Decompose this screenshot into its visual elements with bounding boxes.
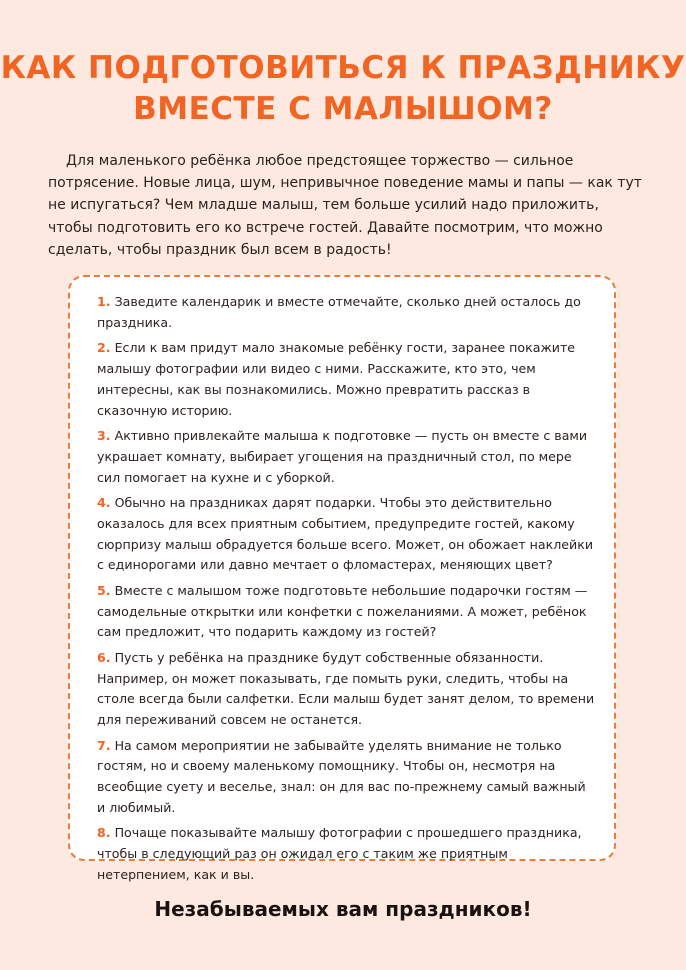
tip-text: Обычно на праздниках дарят подарки. Чтобы это действительно оказалось для всех приятным событием, предупредите гостей, какому сюрпризу малыш обрадуется больше всего. Может, он обожает наклейки с единорогами или давно мечтает о фломастерах, меняющих цвет? [97, 494, 594, 573]
tip-number: 1. [97, 294, 111, 309]
tip-number: 3. [97, 427, 111, 443]
tips-list [97, 292, 597, 890]
tip-number: 8. [97, 825, 111, 841]
title-line-2: ВМЕСТЕ С МАЛЫШОМ? [133, 91, 553, 127]
tip-number: 2. [97, 340, 111, 356]
tip-number: 7. [97, 737, 111, 753]
tip-item [97, 493, 597, 576]
tip-number: 5. [97, 582, 111, 598]
tip-item [97, 736, 597, 819]
tip-text: Если к вам придут мало знакомые ребёнку гости, заранее покажите малышу фотографии или видео с ними. Расскажите, кто это, чем интересны, как вы познакомились. Можно превратить рассказ в сказочную историю. [97, 340, 576, 418]
tip-text: Активно привлекайте малыша к подготовке — пусть он вместе с вами украшает комнату, выбирает угощения на праздничный стол, по мере сил помогает на кухне и с уборкой. [97, 427, 588, 485]
tip-text: Почаще показывайте малышу фотографии с прошедшего праздника, чтобы в следующий раз он ожидал его с таким же приятным нетерпением, как и вы. [97, 825, 582, 882]
tip-item [97, 823, 597, 885]
tip-text: На самом мероприятии не забывайте уделять внимание не только гостям, но и своему маленькому помощнику. Чтобы он, несмотря на всеобщие суету и веселье, знал: он для вас по-прежнему самый важный и любимый. [97, 737, 586, 815]
tip-number: 6. [97, 649, 111, 665]
tip-item [97, 292, 597, 334]
title-line-1: КАК ПОДГОТОВИТЬСЯ К ПРАЗДНИКУ [0, 50, 686, 86]
page-title [0, 48, 686, 130]
tip-text: Пусть у ребёнка на празднике будут собственные обязанности. Например, он может показывать, где помыть руки, следить, чтобы на столе всегда были салфетки. Если малыш будет занят делом, то времени для переживаний совсем не останется. [97, 649, 595, 728]
tip-item [97, 426, 597, 488]
intro-paragraph: Для маленького ребёнка любое предстоящее торжество — сильное потрясение. Новые лица, шум, непривычное поведение мамы и папы — как тут не испугаться? Чем младше малыш, тем больше усилий надо приложить, чтобы подготовить его ко встрече гостей. Давайте посмотрим, что можно сделать, чтобы праздник был всем в радость! [48, 153, 642, 258]
tip-text: Вместе с малышом тоже подготовьте небольшие подарочки гостям — самодельные открытки или конфетки с пожеланиями. А может, ребёнок сам предложит, что подарить каждому из гостей? [97, 582, 588, 640]
tip-text: Заведите календарик и вместе отмечайте, сколько дней осталось до праздника. [97, 294, 581, 330]
tip-item [97, 581, 597, 643]
tip-number: 4. [97, 494, 111, 510]
tip-item [97, 648, 597, 731]
tip-item [97, 338, 597, 421]
footer-wish: Незабываемых вам праздников! [154, 897, 532, 921]
